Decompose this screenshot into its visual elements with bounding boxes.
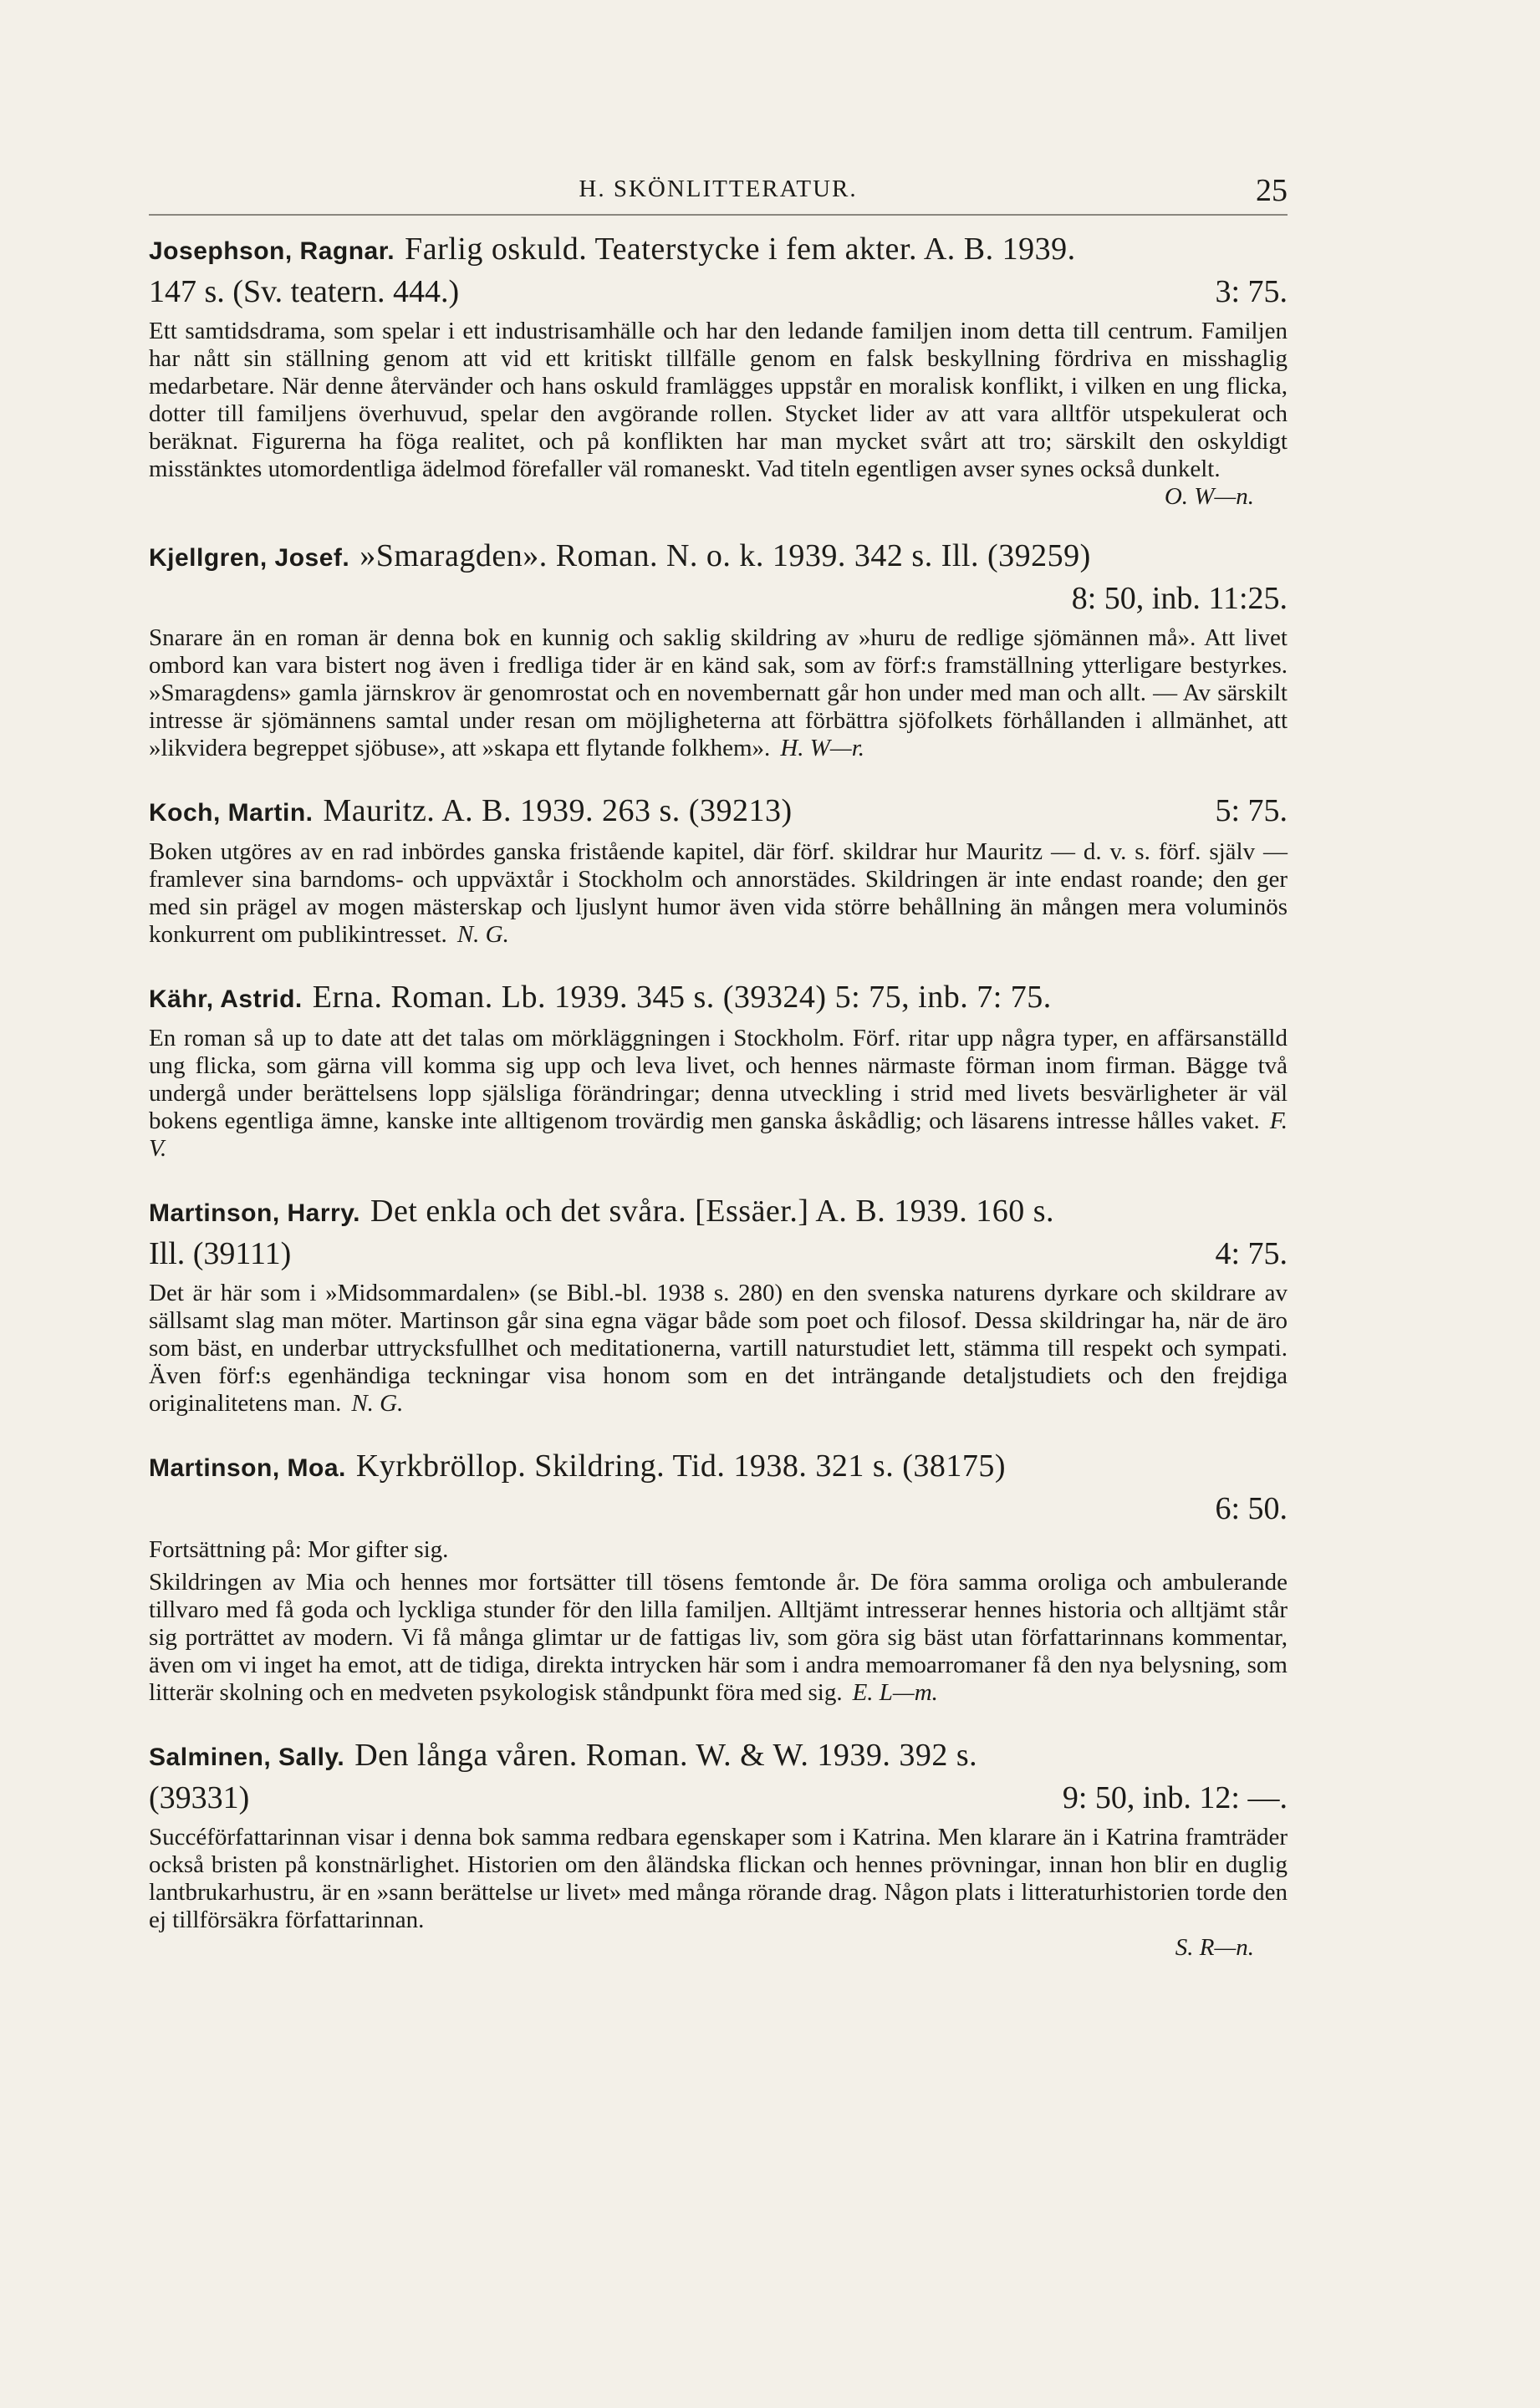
entry-signature: N. G. <box>351 1390 404 1417</box>
entry-review-body: En roman så up to date att det talas om mörkläggningen i Stockholm. Förf. ritar upp några typer, en affärsanställd ung flicka, som gärna vill komma sig upp och leva livet, och hennes närmaste förman inom firman. Bägge två undergå under berättelsens lopp själsliga förändringar; denna utveckling i strid med livets besvärligheter är väl bokens egentliga ämne, kanske inte alltigenom trovärdig men ganska åskådlig; och läsarens intresse hålles vaket. <box>149 1025 1288 1134</box>
entry-price: 6: 50. <box>1215 1491 1288 1526</box>
entry-review-body: Snarare än en roman är denna bok en kunnig och saklig skildring av »huru de redlige sjömännen må». Att livet ombord kan vara bistert nog även i fredliga tider är en känd sak, som av förf:s framställning ytterligare bestyrkes. »Smaragdens» gamla järnskrov är genomrostat och en novembernatt går hon under med man och allt. — Av särskilt intresse är sjömännens samtal under resan om möjligheterna att förbättra sjöfolkets förhållanden i allmänhet, att »likvidera begreppet sjöbuse», att »skapa ett flytande folkhem». <box>149 624 1288 761</box>
entry-heading-cont <box>149 1234 1288 1275</box>
entry-title-line: Den långa våren. Roman. W. & W. 1939. 392 s. <box>354 1738 978 1773</box>
entry-review-body: Boken utgöres av en rad inbördes ganska fristående kapitel, där förf. skildrar hur Mauritz — d. v. s. förf. själv — framlever sina barndoms- och uppväxtår i Stockholm och annorstädes. Skildringen är inte endast roande; den ger med sin prägel av mogen mästerskap och ljuslynt humor även vida större behållning än mången mera voluminös konkurrent om publikintresset. <box>149 838 1288 948</box>
entry-heading <box>149 229 1288 272</box>
entry-heading <box>149 536 1288 578</box>
entry-price: 5: 75. <box>1215 793 1288 828</box>
entry-signature: F. V. <box>149 1107 1288 1162</box>
page-number: 25 <box>1256 173 1288 208</box>
review-entry <box>149 1191 1288 1418</box>
entry-title-line: Kyrkbröllop. Skildring. Tid. 1938. 321 s. (38175) <box>355 1448 1007 1484</box>
entry-author: Josephson, Ragnar. <box>149 237 395 265</box>
review-entry <box>149 1735 1288 1962</box>
running-header <box>149 167 1288 216</box>
entry-title-line: Farlig oskuld. Teaterstycke i fem akter. A. B. 1939. <box>405 232 1076 267</box>
review-entry <box>149 1446 1288 1707</box>
entry-author: Salminen, Sally. <box>149 1744 345 1771</box>
entry-review-text <box>149 1569 1288 1707</box>
entry-heading-cont <box>149 1778 1288 1819</box>
entry-heading <box>149 977 1288 1020</box>
entry-heading <box>149 1735 1288 1778</box>
entry-author: Kähr, Astrid. <box>149 985 303 1013</box>
entry-title-line: 147 s. (Sv. teatern. 444.) <box>149 274 460 309</box>
entry-price: 3: 75. <box>1215 274 1288 309</box>
entry-review-text: Ett samtidsdrama, som spelar i ett industrisamhälle och har den ledande familjen inom detta till centrum. Familjen har nått sin ställning genom att vid ett kritiskt tillfälle genom en falsk beskyllning fördriva en misshaglig medarbetare. När denne återvänder och hans oskuld framlägges uppstår en moralisk konflikt, i vilken en ung flicka, dotter till familjens överhuvud, spelar den avgörande rollen. Stycket lider av att vara alltför utspekulerat och beräknat. Figurerna ha föga realitet, och på konflikten har man mycket svårt att tro; särskilt den oskyldigt misstänktes utomordentliga ädelmod förefaller väl romaneskt. Vad titeln egentligen avser synes också dunkelt. <box>149 318 1288 482</box>
entry-title-line: Mauritz. A. B. 1939. 263 s. (39213) <box>323 793 793 828</box>
entry-author: Kjellgren, Josef. <box>149 544 350 572</box>
entry-author: Martinson, Harry. <box>149 1199 360 1227</box>
entry-signature: S. R—n. <box>1175 1934 1254 1961</box>
review-entry <box>149 977 1288 1163</box>
entry-signature: E. L—m. <box>852 1679 938 1706</box>
entry-price: 8: 50, inb. 11:25. <box>1071 581 1288 616</box>
entry-review-text <box>149 1025 1288 1163</box>
entry-heading-cont <box>149 578 1288 619</box>
entry-signature: O. W—n. <box>1164 483 1254 510</box>
entry-heading <box>149 1446 1288 1489</box>
entry-review-text: Succéförfattarinnan visar i denna bok samma redbara egenskaper som i Katrina. Men klarare än i Katrina framträder också bristen på konstnärlighet. Historien om den åländska flickan och hennes prövningar, innan hon blir en duglig lantbrukarhustru, är en »sann berättelse ur livet» med många rörande drag. Någon plats i litteraturhistorien torde den ej tillförsäkra författarinnan. <box>149 1824 1288 1933</box>
entry-review-body: Skildringen av Mia och hennes mor fortsätter till tösens femtonde år. De föra samma oroliga och ambulerande tillvaro med få goda och lyckliga stunder för den lilla familjen. Alltjämt intresserar hennes historia och alltjämt står sig porträttet av modern. Vi få många glimtar ur de fattigas liv, som göra sig bäst utan författarinnans kommentar, även om vi inget ha emot, att de tidiga, direkta intrycken här som i andra memoarromaner få den nya belysning, som litterär skolning och en medveten psykologisk ståndpunkt föra med sig. <box>149 1569 1288 1706</box>
entry-signature: N. G. <box>456 921 509 948</box>
review-entry <box>149 229 1288 511</box>
entry-author: Martinson, Moa. <box>149 1454 346 1482</box>
entry-review-text <box>149 1280 1288 1418</box>
entry-title-line: »Smaragden». Roman. N. o. k. 1939. 342 s. Ill. (39259) <box>360 538 1091 573</box>
entry-review-text <box>149 624 1288 762</box>
entry-price: 4: 75. <box>1215 1236 1288 1271</box>
entry-author: Koch, Martin. <box>149 799 314 827</box>
review-list <box>149 229 1288 1990</box>
section-title: H. SKÖNLITTERATUR. <box>579 176 858 202</box>
entry-signature: H. W—r. <box>780 735 865 761</box>
entry-review-text <box>149 838 1288 949</box>
entry-price: 9: 50, inb. 12: —. <box>1062 1780 1288 1815</box>
entry-title-line: Erna. Roman. Lb. 1939. 345 s. (39324) 5: 75, inb. 7: 75. <box>312 980 1052 1015</box>
entry-heading <box>149 1191 1288 1234</box>
entry-title-line: (39331) <box>149 1780 250 1815</box>
entry-heading <box>149 791 1288 833</box>
entry-heading-cont <box>149 1489 1288 1530</box>
entry-heading-cont <box>149 272 1288 313</box>
entry-title-line: Det enkla och det svåra. [Essäer.] A. B. 1939. 160 s. <box>370 1194 1054 1229</box>
entry-title-line: Ill. (39111) <box>149 1236 292 1271</box>
review-entry <box>149 791 1288 949</box>
entry-review-body: Det är här som i »Midsommardalen» (se Bibl.-bl. 1938 s. 280) en den svenska naturens dyrkare och skildrare av sällsamt slag man möter. Martinson går sina egna vägar både som poet och filosof. Dessa skildringar ha, när de äro som bäst, en underbar uttrycksfullhet och meditationerna, vartill naturstudiet lett, stämma till respekt och sympati. Även förf:s egenhändiga teckningar visa honom som en det inträngande detaljstudiets och den frejdiga originalitetens man. <box>149 1280 1288 1417</box>
review-entry <box>149 536 1288 762</box>
entry-continuation-note: Fortsättning på: Mor gifter sig. <box>149 1536 449 1563</box>
